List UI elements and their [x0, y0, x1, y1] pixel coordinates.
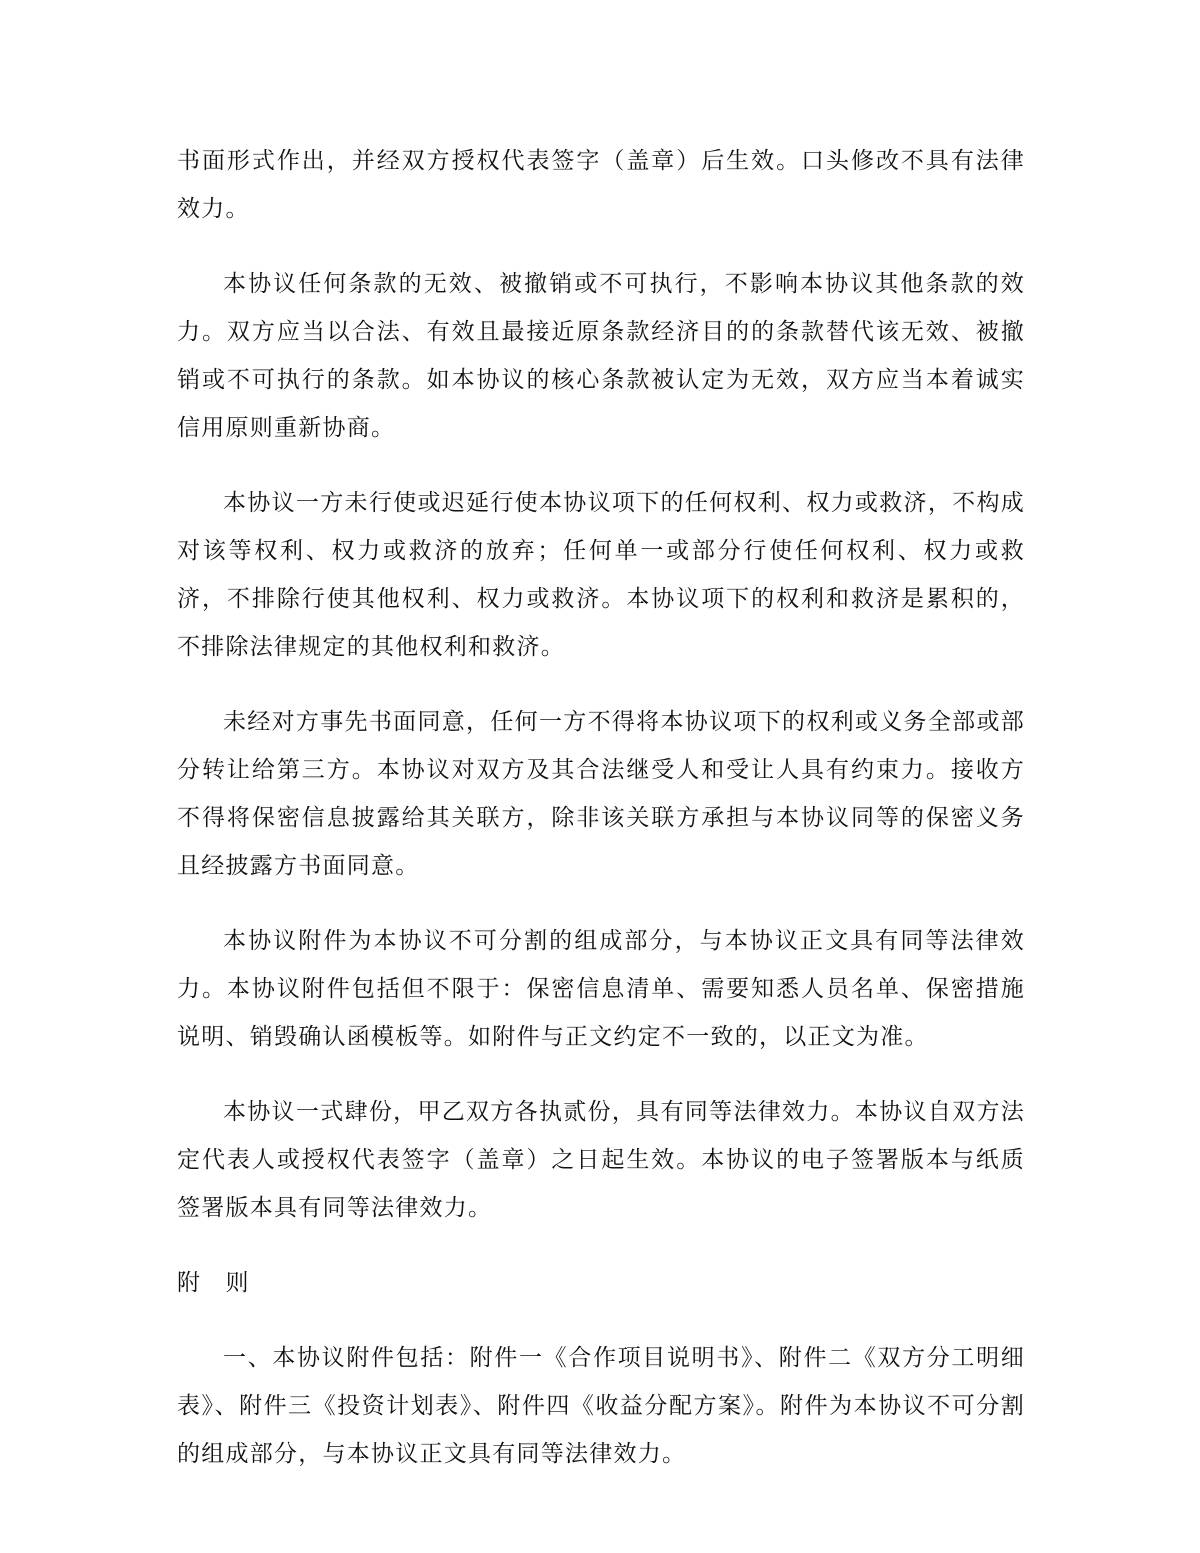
paragraph-waiver: 本协议一方未行使或迟延行使本协议项下的任何权利、权力或救济，不构成对该等权利、权力或救济的放弃；任何单一或部分行使任何权利、权力或救济，不排除行使其他权利、权力或救济。本协议项下的权利和救济是累积的，不排除法律规定的其他权利和救济。 [177, 490, 1025, 660]
appendix-clause: 一、本协议附件包括：附件一《合作项目说明书》、附件二《双方分工明细表》、附件三《投资计划表》、附件四《收益分配方案》。附件为本协议不可分割的组成部分，与本协议正文具有同等法律效力。 [177, 1345, 1025, 1467]
paragraph-attachments: 本协议附件为本协议不可分割的组成部分，与本协议正文具有同等法律效力。本协议附件包括但不限于：保密信息清单、需要知悉人员名单、保密措施说明、销毁确认函模板等。如附件与正文约定不一致的，以正文为准。 [177, 928, 1025, 1050]
document-body [177, 137, 1025, 1505]
paragraph-assignment: 未经对方事先书面同意，任何一方不得将本协议项下的权利或义务全部或部分转让给第三方。本协议对双方及其合法继受人和受让人具有约束力。接收方不得将保密信息披露给其关联方，除非该关联方承担与本协议同等的保密义务且经披露方书面同意。 [177, 709, 1025, 879]
paragraph-continuation: 书面形式作出，并经双方授权代表签字（盖章）后生效。口头修改不具有法律效力。 [177, 148, 1025, 222]
paragraph-severability: 本协议任何条款的无效、被撤销或不可执行，不影响本协议其他条款的效力。双方应当以合法、有效且最接近原条款经济目的的条款替代该无效、被撤销或不可执行的条款。如本协议的核心条款被认定为无效，双方应当本着诚实信用原则重新协商。 [177, 271, 1025, 441]
paragraph-counterparts: 本协议一式肆份，甲乙双方各执贰份，具有同等法律效力。本协议自双方法定代表人或授权代表签字（盖章）之日起生效。本协议的电子签署版本与纸质签署版本具有同等法律效力。 [177, 1099, 1025, 1221]
section-heading: 附 则 [177, 1270, 250, 1296]
